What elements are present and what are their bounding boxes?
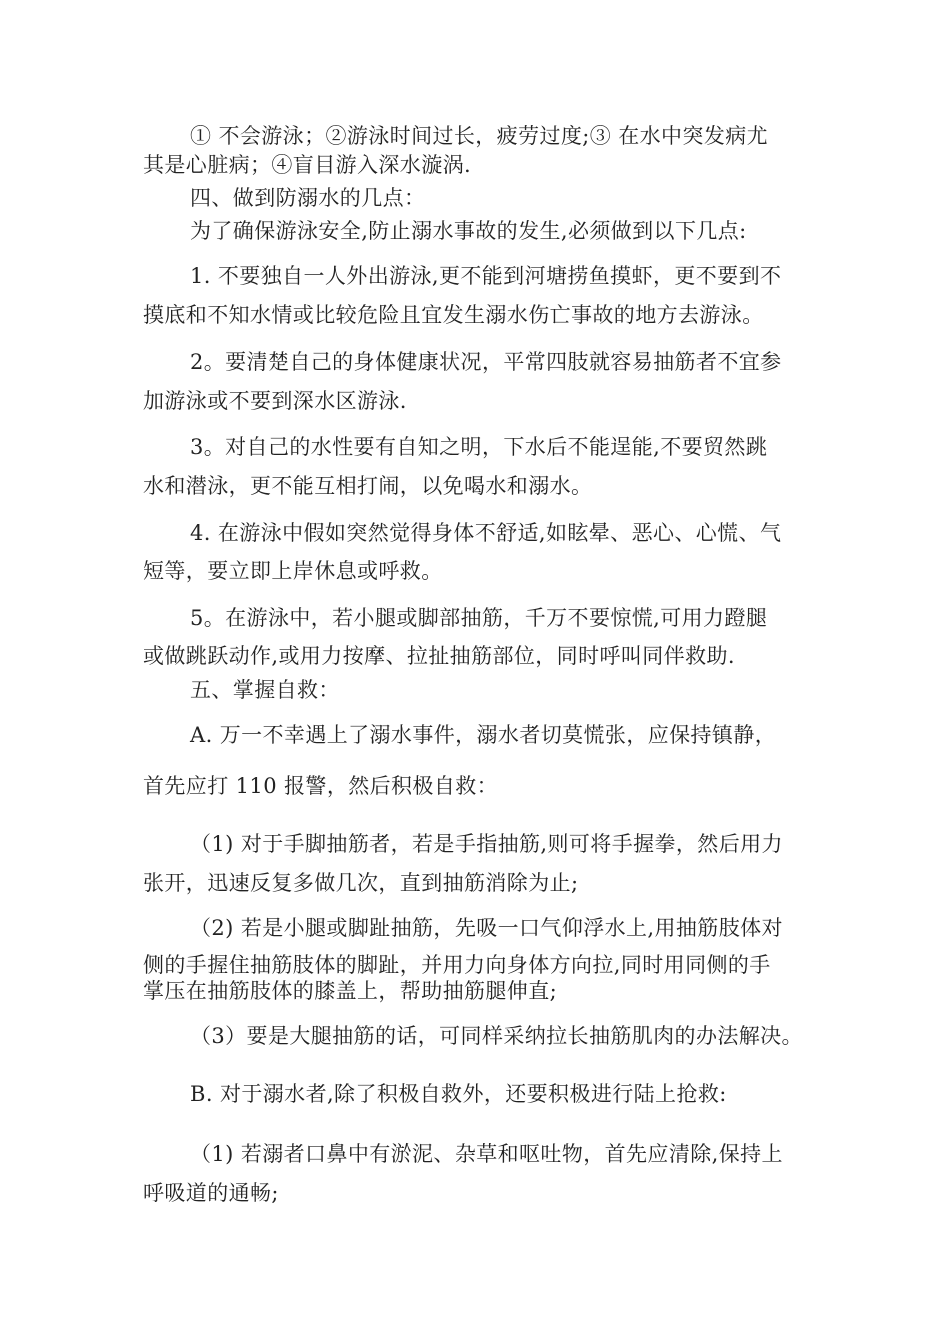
text-line: 5。在游泳中，若小腿或脚部抽筋，千万不要惊慌,可用力蹬腿 [190,606,768,630]
text-line: 加游泳或不要到深水区游泳. [143,389,407,413]
section-heading: 四、做到防溺水的几点： [190,186,426,210]
section-heading: 五、掌握自救： [190,678,340,702]
text-line: （1) 对于手脚抽筋者，若是手指抽筋,则可将手握拳，然后用力 [190,832,783,856]
text-line: 呼吸道的通畅; [143,1181,279,1205]
text-line: 张开，迅速反复多做几次，直到抽筋消除为止; [143,871,579,895]
text-line: （2) 若是小腿或脚趾抽筋，先吸一口气仰浮水上,用抽筋肢体对 [190,916,783,940]
text-line: （1) 若溺者口鼻中有淤泥、杂草和呕吐物，首先应清除,保持上 [190,1142,783,1166]
text-line: 1. 不要独自一人外出游泳,更不能到河塘捞鱼摸虾，更不要到不 [190,264,782,288]
text-line: A. 万一不幸遇上了溺水事件，溺水者切莫慌张，应保持镇静， [190,723,777,747]
text-line: B. 对于溺水者,除了积极自救外，还要积极进行陆上抢救: [190,1082,727,1106]
text-line: 2。要清楚自己的身体健康状况，平常四肢就容易抽筋者不宜参 [190,350,782,374]
text-line: 水和潜泳，更不能互相打闹，以免喝水和溺水。 [143,474,593,498]
text-line: 或做跳跃动作,或用力按摩、拉扯抽筋部位，同时呼叫同伴救助. [143,644,735,668]
text-line: 为了确保游泳安全,防止溺水事故的发生,必须做到以下几点: [190,219,747,243]
text-line: 3。对自己的水性要有自知之明，下水后不能逞能,不要贸然跳 [190,435,768,459]
text-line: 4. 在游泳中假如突然觉得身体不舒适,如眩晕、恶心、心慌、气 [190,521,782,545]
text-line: 其是心脏病；④盲目游入深水漩涡. [143,153,472,177]
text-line: 首先应打 110 报警，然后积极自救： [143,774,499,798]
text-line: （3）要是大腿抽筋的话，可同样采纳拉长抽筋肌肉的办法解决。 [190,1024,803,1048]
text-line: 侧的手握住抽筋肢体的脚趾，并用力向身体方向拉,同时用同侧的手 [143,953,771,977]
text-line: ① 不会游泳；②游泳时间过长，疲劳过度;③ 在水中突发病尤 [190,124,769,148]
text-line: 短等，要立即上岸休息或呼救。 [143,559,443,583]
text-line: 掌压在抽筋肢体的膝盖上，帮助抽筋腿伸直; [143,979,558,1003]
text-line: 摸底和不知水情或比较危险且宜发生溺水伤亡事故的地方去游泳。 [143,303,764,327]
